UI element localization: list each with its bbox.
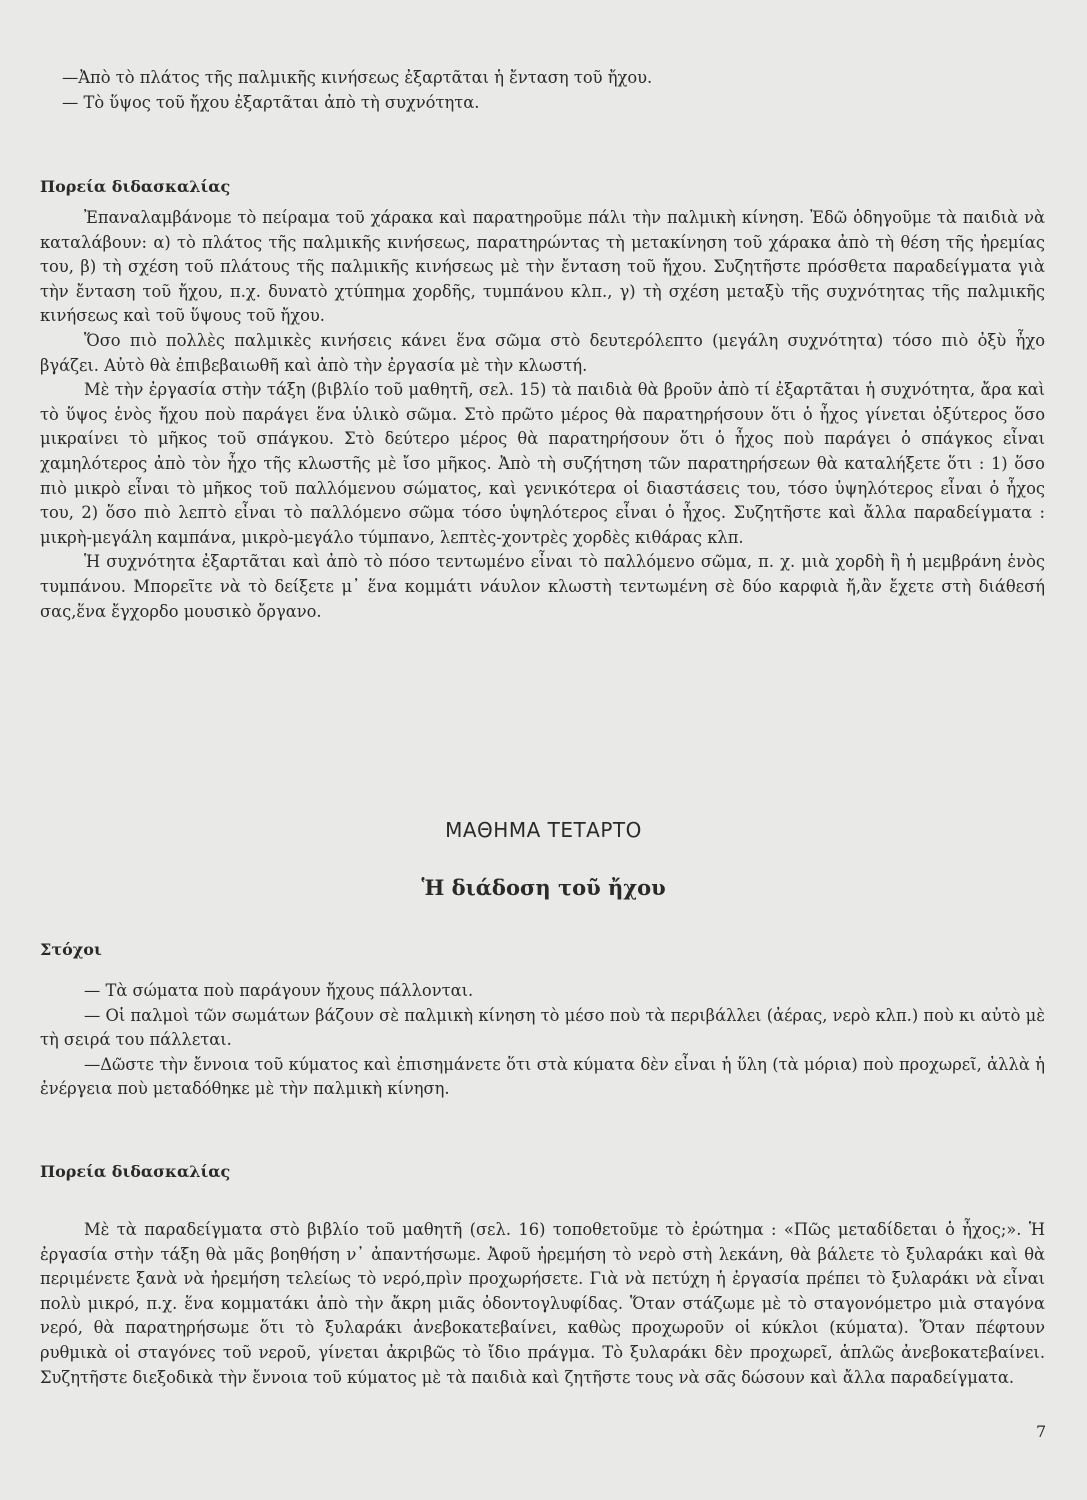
goals-list <box>40 979 1045 1102</box>
section2-body <box>40 1218 1045 1390</box>
section1-paragraph-1: Ἐπαναλαμβάνομε τὸ πείραμα τοῦ χάρακα καὶ παρατηροῦμε πάλι τὴν παλμικὴ κίνηση. Ἐδῶ ὁδηγοῦμε τὰ παιδιὰ νὰ καταλάβουν: α) τὸ πλάτος τῆς παλμικῆς κινήσεως, παρατηρώντας τὴ μετακίνηση τοῦ χάρακα ἀπὸ τὴ θέση τῆς ἠρεμίας του, β) τὴ σχέση τοῦ πλάτους τῆς παλμικῆς κινήσεως μὲ τὴν ἔνταση τοῦ ἤχου. Συζητῆστε πρόσθετα παραδείγματα γιὰ τὴν ἔνταση τοῦ ἤχου, π.χ. δυνατὸ χτύπημα χορδῆς, τυμπάνου κλπ., γ) τὴ σχέση μεταξὺ τῆς συχνότητας τῆς παλμικῆς κινήσεως καὶ τοῦ ὕψους τοῦ ἤχου. <box>40 208 1045 326</box>
lesson-title: ΜΑΘΗΜΑ ΤΕΤΑΡΤΟ <box>445 818 642 842</box>
section1-paragraph-2: Ὅσο πιὸ πολλὲς παλμικὲς κινήσεις κάνει ἕνα σῶμα στὸ δευτερόλεπτο (μεγάλη συχνότητα) τόσο πιὸ ὀξὺ ἦχο βγάζει. Αὐτὸ θὰ ἐπιβεβαιωθῆ καὶ ἀπὸ τὴν ἐργασία μὲ τὴν κλωστή. <box>40 330 1045 375</box>
goal-item-1: — Τὰ σώματα ποὺ παράγουν ἤχους πάλλονται. <box>84 981 474 1000</box>
section2 <box>40 1162 1045 1181</box>
section2-paragraph: Μὲ τὰ παραδείγματα στὸ βιβλίο τοῦ μαθητῆ (σελ. 16) τοποθετοῦμε τὸ ἐρώτημα : «Πῶς μεταδίδεται ὁ ἦχος;». Ἡ ἐργασία στὴν τάξη θὰ μᾶς βοηθήση ν᾽ ἀπαντήσωμε. Ἀφοῦ ἠρεμήση τὸ νερὸ στὴ λεκάνη, θὰ βάλετε τὸ ξυλαράκι καὶ θὰ περιμένετε ξανὰ νὰ ἠρεμήση τελείως τὸ νερό,πρὶν προχωρήσετε. Γιὰ νὰ πετύχη ἡ ἐργασία πρέπει τὸ ξυλαράκι νὰ εἶναι πολὺ μικρό, π.χ. ἕνα κομματάκι ἀπὸ τὴν ἄκρη μιᾶς ὀδοντογλυφίδας. Ὅταν στάζωμε μὲ τὸ σταγονόμετρο μιὰ σταγόνα νερό, θὰ παρατηρήσωμε ὅτι τὸ ξυλαράκι ἀνεβοκατεβαίνει, καθὼς προχωροῦν οἱ κύκλοι (κύματα). Ὅταν πέφτουν ρυθμικὰ οἱ σταγόνες τοῦ νεροῦ, γίνεται ἀκριβῶς τὸ ἴδιο πράγμα. Τὸ ξυλαράκι δὲν προχωρεῖ, ἁπλῶς ἀνεβοκατεβαίνει. Συζητῆστε διεξοδικὰ τὴν ἔννοια τοῦ κύματος μὲ τὰ παιδιὰ καὶ ζητῆστε τους νὰ σᾶς δώσουν καὶ ἄλλα παραδείγματα. <box>40 1220 1045 1387</box>
intro-bullet-1: —Ἀπὸ τὸ πλάτος τῆς παλμικῆς κινήσεως ἐξαρτᾶται ἡ ἔνταση τοῦ ἤχου. <box>62 68 653 87</box>
page-number: 7 <box>1036 1422 1047 1441</box>
section1 <box>40 177 1045 196</box>
section2-heading: Πορεία διδασκαλίας <box>40 1162 231 1181</box>
goals-heading: Στόχοι <box>40 940 102 959</box>
section1-paragraph-4: Ἡ συχνότητα ἐξαρτᾶται καὶ ἀπὸ τὸ πόσο τεντωμένο εἶναι τὸ παλλόμενο σῶμα, π. χ. μιὰ χορδὴ ἢ ἡ μεμβράνη ἑνὸς τυμπάνου. Μπορεῖτε νὰ τὸ δείξετε μ᾽ ἕνα κομμάτι νάυλον κλωστὴ τεντωμένη σὲ δύο καρφιὰ ἤ,ἂν ἔχετε στὴ διάθεσή σας,ἕνα ἔγχορδο μουσικὸ ὄργανο. <box>40 552 1045 621</box>
goal-item-2: — Οἱ παλμοὶ τῶν σωμάτων βάζουν σὲ παλμικὴ κίνηση τὸ μέσο ποὺ τὰ περιβάλλει (ἀέρας, νερὸ κλπ.) ποὺ κι αὐτὸ μὲ τὴ σειρά του πάλλεται. <box>40 1005 1045 1050</box>
lesson-subtitle: Ἡ διάδοση τοῦ ἤχου <box>421 875 666 900</box>
intro-bullets <box>62 66 1047 115</box>
goals-section <box>40 940 1045 959</box>
section1-body <box>40 206 1045 624</box>
intro-bullet-2: — Τὸ ὕψος τοῦ ἤχου ἐξαρτᾶται ἀπὸ τὴ συχνότητα. <box>62 92 480 112</box>
section1-heading: Πορεία διδασκαλίας <box>40 177 231 196</box>
section1-paragraph-3: Μὲ τὴν ἐργασία στὴν τάξη (βιβλίο τοῦ μαθητῆ, σελ. 15) τὰ παιδιὰ θὰ βροῦν ἀπὸ τί ἐξαρτᾶται ἡ συχνότητα, ἄρα καὶ τὸ ὕψος ἑνὸς ἤχου ποὺ παράγει ἕνα ὑλικὸ σῶμα. Στὸ πρῶτο μέρος θὰ παρατηρήσουν ὅτι ὁ ἦχος γίνεται ὀξύτερος ὅσο μικραίνει τὸ μῆκος τοῦ σπάγκου. Στὸ δεύτερο μέρος θὰ παρατηρήσουν ὅτι ὁ ἦχος ποὺ παράγει ὁ σπάγκος εἶναι χαμηλότερος ἀπὸ τὸν ἦχο τῆς κλωστῆς μὲ ἴσο μῆκος. Ἀπὸ τὴ συζήτηση τῶν παρατηρήσεων θὰ καταλήξετε ὅτι : 1) ὅσο πιὸ μικρὸ εἶναι τὸ μῆκος τοῦ παλλόμενου σώματος, καὶ γενικότερα οἱ διαστάσεις του, τόσο ὑψηλότερος εἶναι ὁ ἦχος του, 2) ὅσο πιὸ λεπτὸ εἶναι τὸ παλλόμενο σῶμα τόσο ὑψηλότερος εἶναι ὁ ἦχος. Συζητῆστε καὶ ἄλλα παραδείγματα : μικρὴ-μεγάλη καμπάνα, μικρὸ-μεγάλο τύμπανο, λεπτὲς-χοντρὲς χορδὲς κιθάρας κλπ. <box>40 380 1045 547</box>
goal-item-3: —Δῶστε τὴν ἔννοια τοῦ κύματος καὶ ἐπισημάνετε ὅτι στὰ κύματα δὲν εἶναι ἡ ὕλη (τὰ μόρια) ποὺ προχωρεῖ, ἀλλὰ ἡ ἐνέργεια ποὺ μεταδόθηκε μὲ τὴν παλμικὴ κίνηση. <box>40 1054 1045 1099</box>
